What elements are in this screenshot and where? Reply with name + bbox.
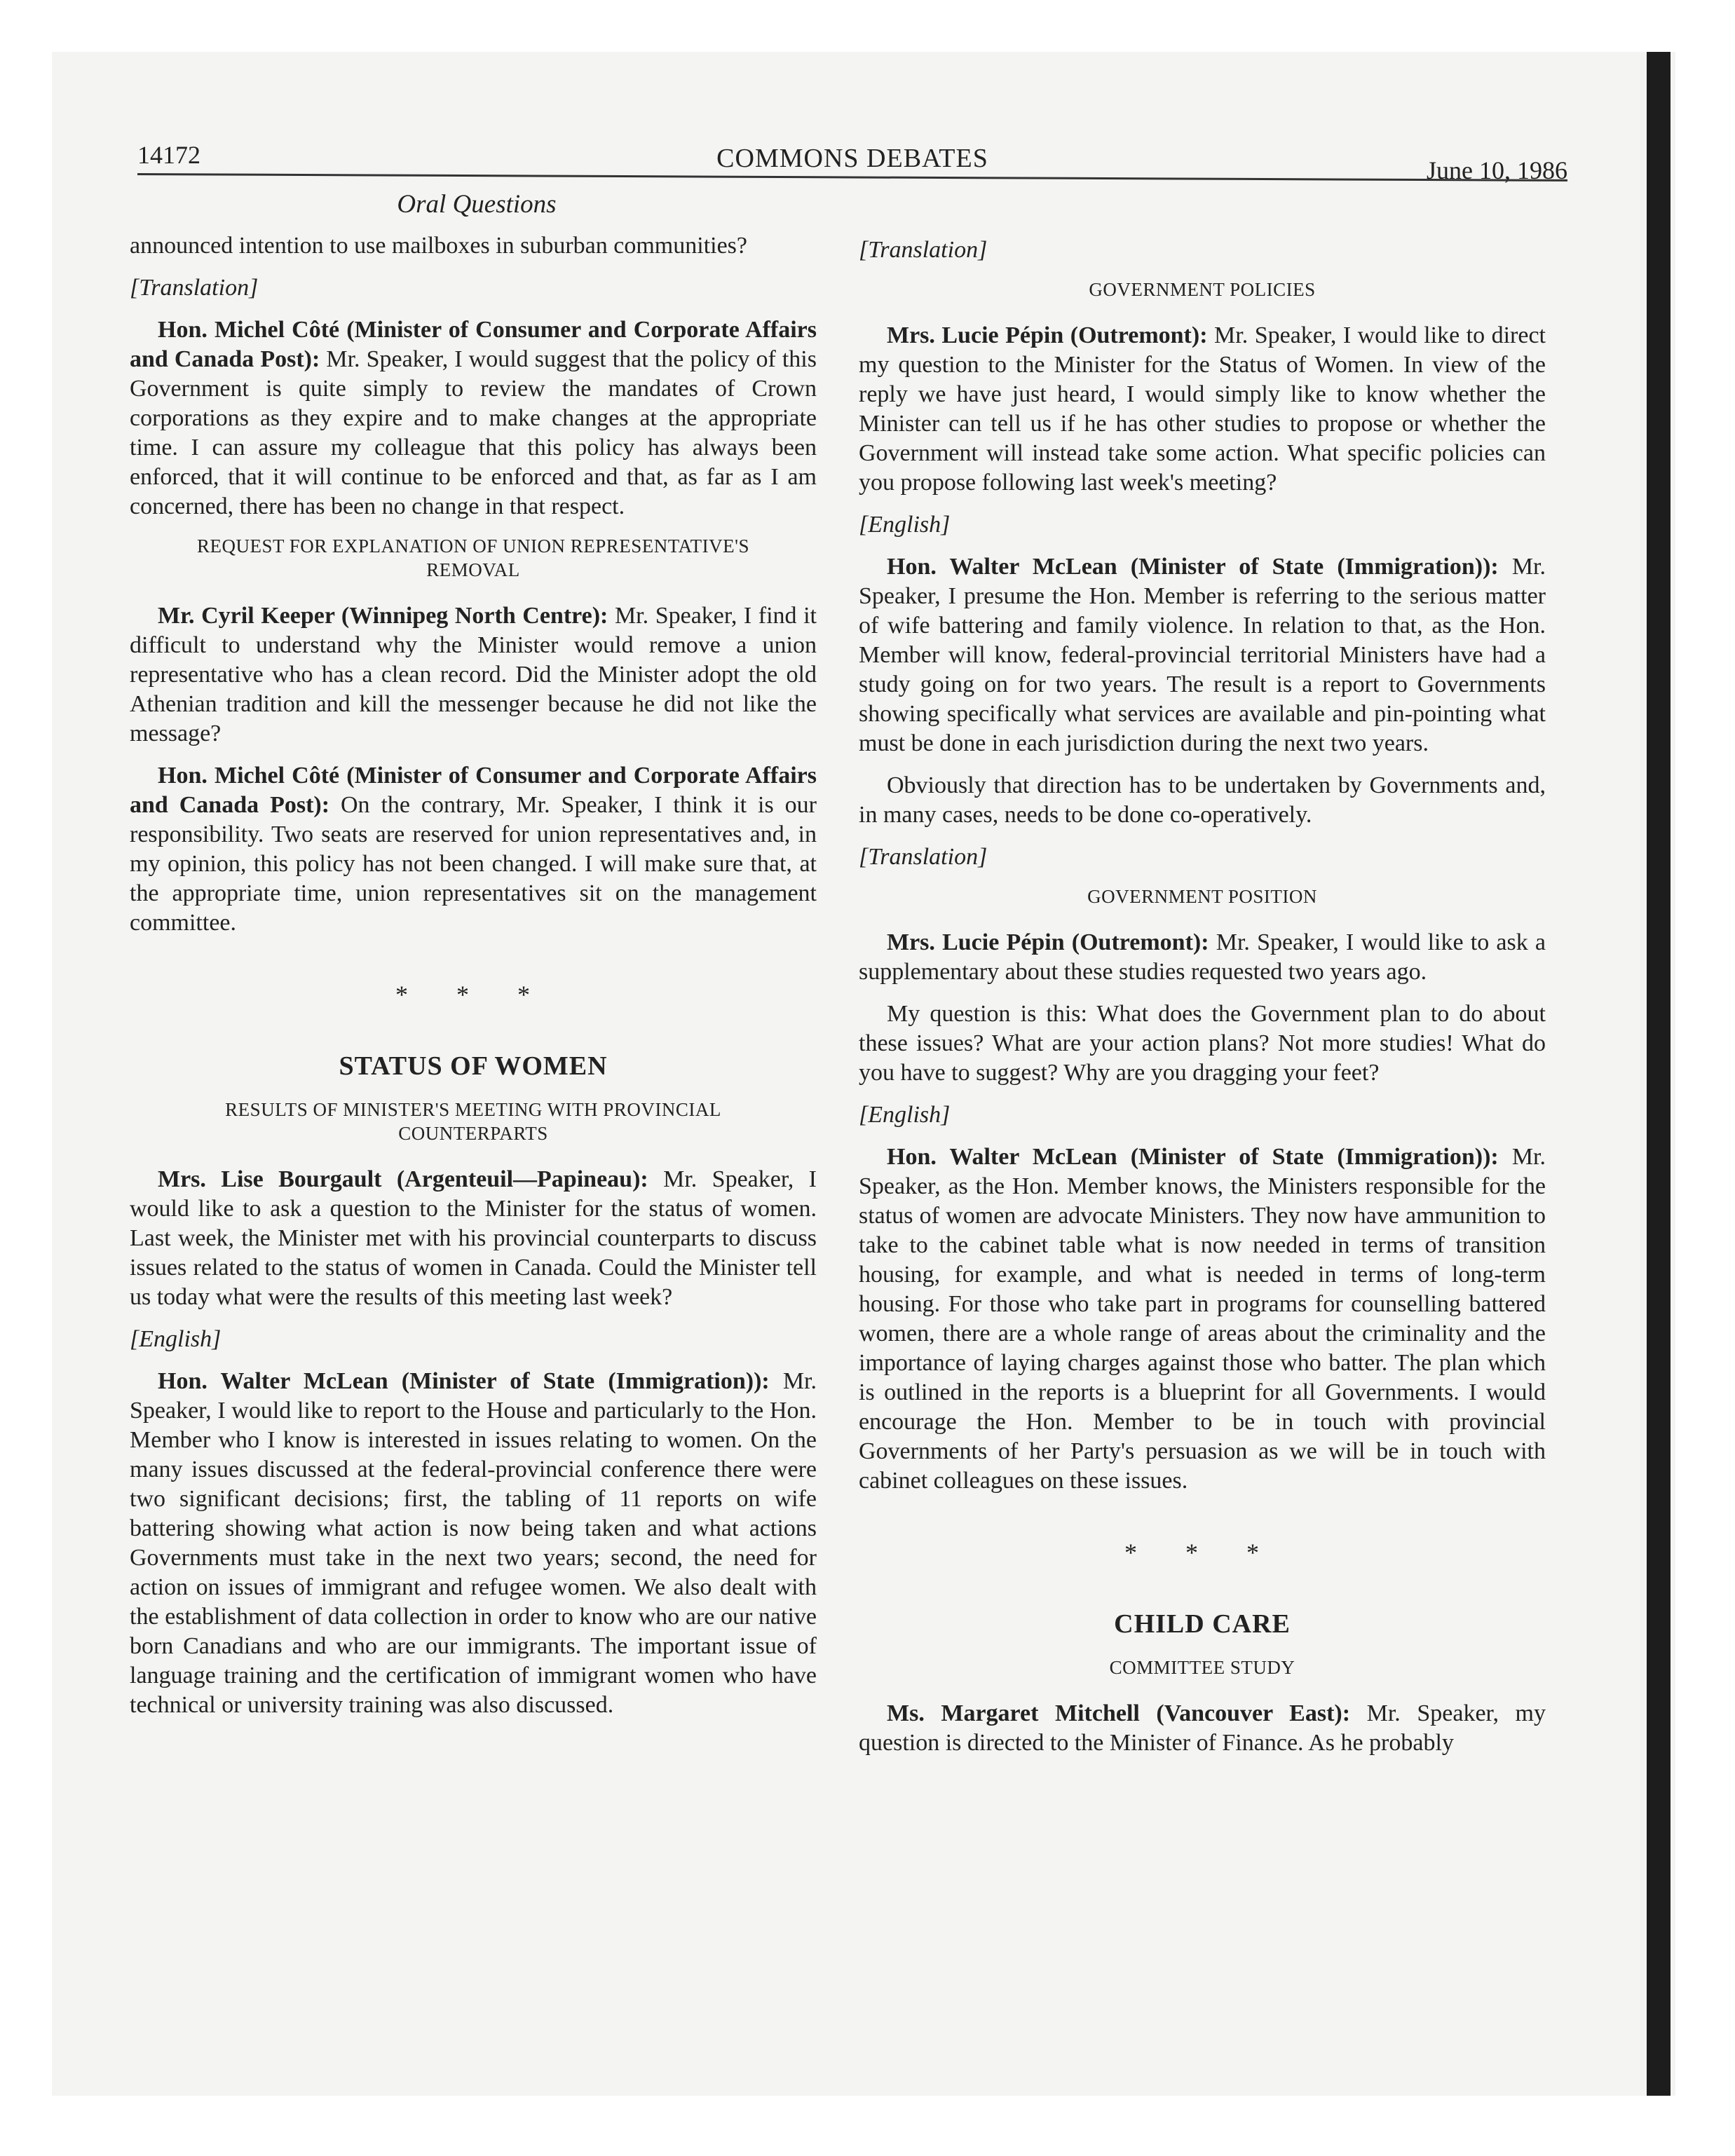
- subheading: RESULTS OF MINISTER'S MEETING WITH PROVINCIAL COUNTERPARTS: [225, 1099, 721, 1144]
- speaker-name: Mrs. Lise Bourgault (Argenteuil—Papineau):: [158, 1166, 648, 1192]
- language-tag: [Translation]: [859, 844, 988, 870]
- subheading: GOVERNMENT POLICIES: [1089, 279, 1316, 300]
- speech: [859, 321, 1546, 498]
- paragraph: My question is this: What does the Government plan to do about these issues? What are your action plans? Not more studies! What do you have to suggest? Why are you dragging your feet?: [859, 1001, 1546, 1086]
- page-date: June 10, 1986: [1427, 156, 1567, 184]
- speaker-name: Hon. Walter McLean (Minister of State (Immigration)):: [887, 1144, 1499, 1170]
- speech: [859, 1699, 1546, 1758]
- speech-text: Mr. Speaker, I would suggest that the policy of this Government is quite simply to review the mandates of Crown corporations as they expire and to make changes at the appropriate time. I can assure my colleague that this policy has always been enforced, that it will continue to be enforced and that, as far as I am concerned, there has been no change in that respect.: [130, 346, 817, 519]
- speaker-name: Hon. Walter McLean (Minister of State (Immigration)):: [158, 1368, 770, 1394]
- running-head: Oral Questions: [397, 190, 557, 219]
- paragraph: Obviously that direction has to be undertaken by Governments and, in many cases, needs to be done co-operatively.: [859, 772, 1546, 828]
- speech-text: Mr. Speaker, as the Hon. Member knows, the Ministers responsible for the status of women are advocate Ministers. They now have ammunition to take to the cabinet table what is now needed in terms of transition housing, for example, and what is needed in terms of long-term housing. For those who take part in programs for counselling battered women, there are a whole range of areas about the criminality and the importance of laying charges against those who batter. The plan which is outlined in the reports is a blueprint for all Governments. I would encourage the Hon. Member to be in touch with provincial Governments of her Party's persuasion as we will be in touch with cabinet colleagues on these issues.: [859, 1144, 1546, 1494]
- speech: [130, 601, 817, 749]
- speaker-name: Mrs. Lucie Pépin (Outremont):: [887, 929, 1209, 955]
- section-divider: * * *: [395, 981, 551, 1009]
- speaker-name: Hon. Walter McLean (Minister of State (Immigration)):: [887, 554, 1499, 580]
- speaker-name: Mrs. Lucie Pépin (Outremont):: [887, 322, 1208, 348]
- speech: [130, 1367, 817, 1720]
- speech-text: Mr. Speaker, I would like to direct my question to the Minister for the Status of Women. In view of the reply we have just heard, I would simply like to know whether the Minister can tell us if he has other studies to propose or whether the Government will instead take some action. What specific policies can you propose following last week's meeting?: [859, 322, 1546, 496]
- language-tag: [English]: [859, 512, 951, 538]
- speaker-name: Hon. Michel Côté (Minister of Consumer and Corporate Affairs and Canada Post):: [130, 317, 817, 372]
- scan-edge-shadow: [1647, 52, 1671, 2096]
- speech-text: Mr. Speaker, I find it difficult to understand why the Minister would remove a union representative who has a clean record. Did the Minister adopt the old Athenian tradition and kill the messenger because he did not like the message?: [130, 603, 817, 746]
- speech: [130, 761, 817, 938]
- speaker-name: Ms. Margaret Mitchell (Vancouver East):: [887, 1700, 1351, 1726]
- section-title: STATUS OF WOMEN: [339, 1051, 608, 1081]
- speech-text: Mr. Speaker, I would like to ask a supplementary about these studies requested two years ago.: [859, 929, 1546, 985]
- speech-text: Mr. Speaker, I presume the Hon. Member is referring to the serious matter of wife battering and family violence. In relation to that, as the Hon. Member will know, federal-provincial territorial Ministers have had a study going on for two years. The result is a report to Governments showing specifically what services are available and pin-pointing what must be done in each jurisdiction during the next two years.: [859, 554, 1546, 756]
- subheading: COMMITTEE STUDY: [1109, 1657, 1295, 1678]
- speaker-name: Hon. Michel Côté (Minister of Consumer and Corporate Affairs and Canada Post):: [130, 763, 817, 818]
- language-tag: [English]: [130, 1326, 222, 1352]
- language-tag: [Translation]: [130, 275, 259, 301]
- speech-text: On the contrary, Mr. Speaker, I think it is our responsibility. Two seats are reserved for union representatives and, in my opinion, this policy has not been changed. I will make sure that, at the appropriate time, union representatives sit on the management committee.: [130, 792, 817, 936]
- language-tag: [Translation]: [859, 237, 988, 263]
- publication-title: COMMONS DEBATES: [716, 144, 988, 173]
- speech: [130, 315, 817, 521]
- right-column: [859, 231, 1546, 1770]
- speech: [859, 1142, 1546, 1496]
- speech-text: Mr. Speaker, my question is directed to the Minister of Finance. As he probably: [859, 1700, 1546, 1756]
- subheading: GOVERNMENT POSITION: [1087, 886, 1317, 907]
- language-tag: [English]: [859, 1102, 951, 1128]
- subheading: REQUEST FOR EXPLANATION OF UNION REPRESENTATIVE'S REMOVAL: [197, 535, 749, 580]
- speech-text: Mr. Speaker, I would like to ask a question to the Minister for the status of women. Last week, the Minister met with his provincial counterparts to discuss issues related to the status of women in Canada. Could the Minister tell us today what were the results of this meeting last week?: [130, 1166, 817, 1310]
- speech-text: Mr. Speaker, I would like to report to the House and particularly to the Hon. Member who I know is interested in issues relating to women. On the many issues discussed at the federal-provincial conference there were two significant decisions; first, the tabling of 11 reports on wife battering showing what action is now being taken and what actions Governments must take in the next two years; second, the need for action on issues of immigrant and refugee women. We also dealt with the establishment of data collection in order to know who are our native born Canadians and who are our immigrants. The important issue of language training and the certification of immigrant women who have technical or university training was also discussed.: [130, 1368, 817, 1718]
- speaker-name: Mr. Cyril Keeper (Winnipeg North Centre):: [158, 603, 608, 629]
- paragraph: announced intention to use mailboxes in suburban communities?: [130, 233, 747, 259]
- left-column: [130, 231, 817, 1733]
- page-number: 14172: [137, 141, 200, 169]
- speech: [859, 552, 1546, 758]
- section-title: CHILD CARE: [1114, 1609, 1291, 1639]
- speech: [859, 928, 1546, 987]
- section-divider: * * *: [1124, 1538, 1280, 1567]
- speech: [130, 1165, 817, 1312]
